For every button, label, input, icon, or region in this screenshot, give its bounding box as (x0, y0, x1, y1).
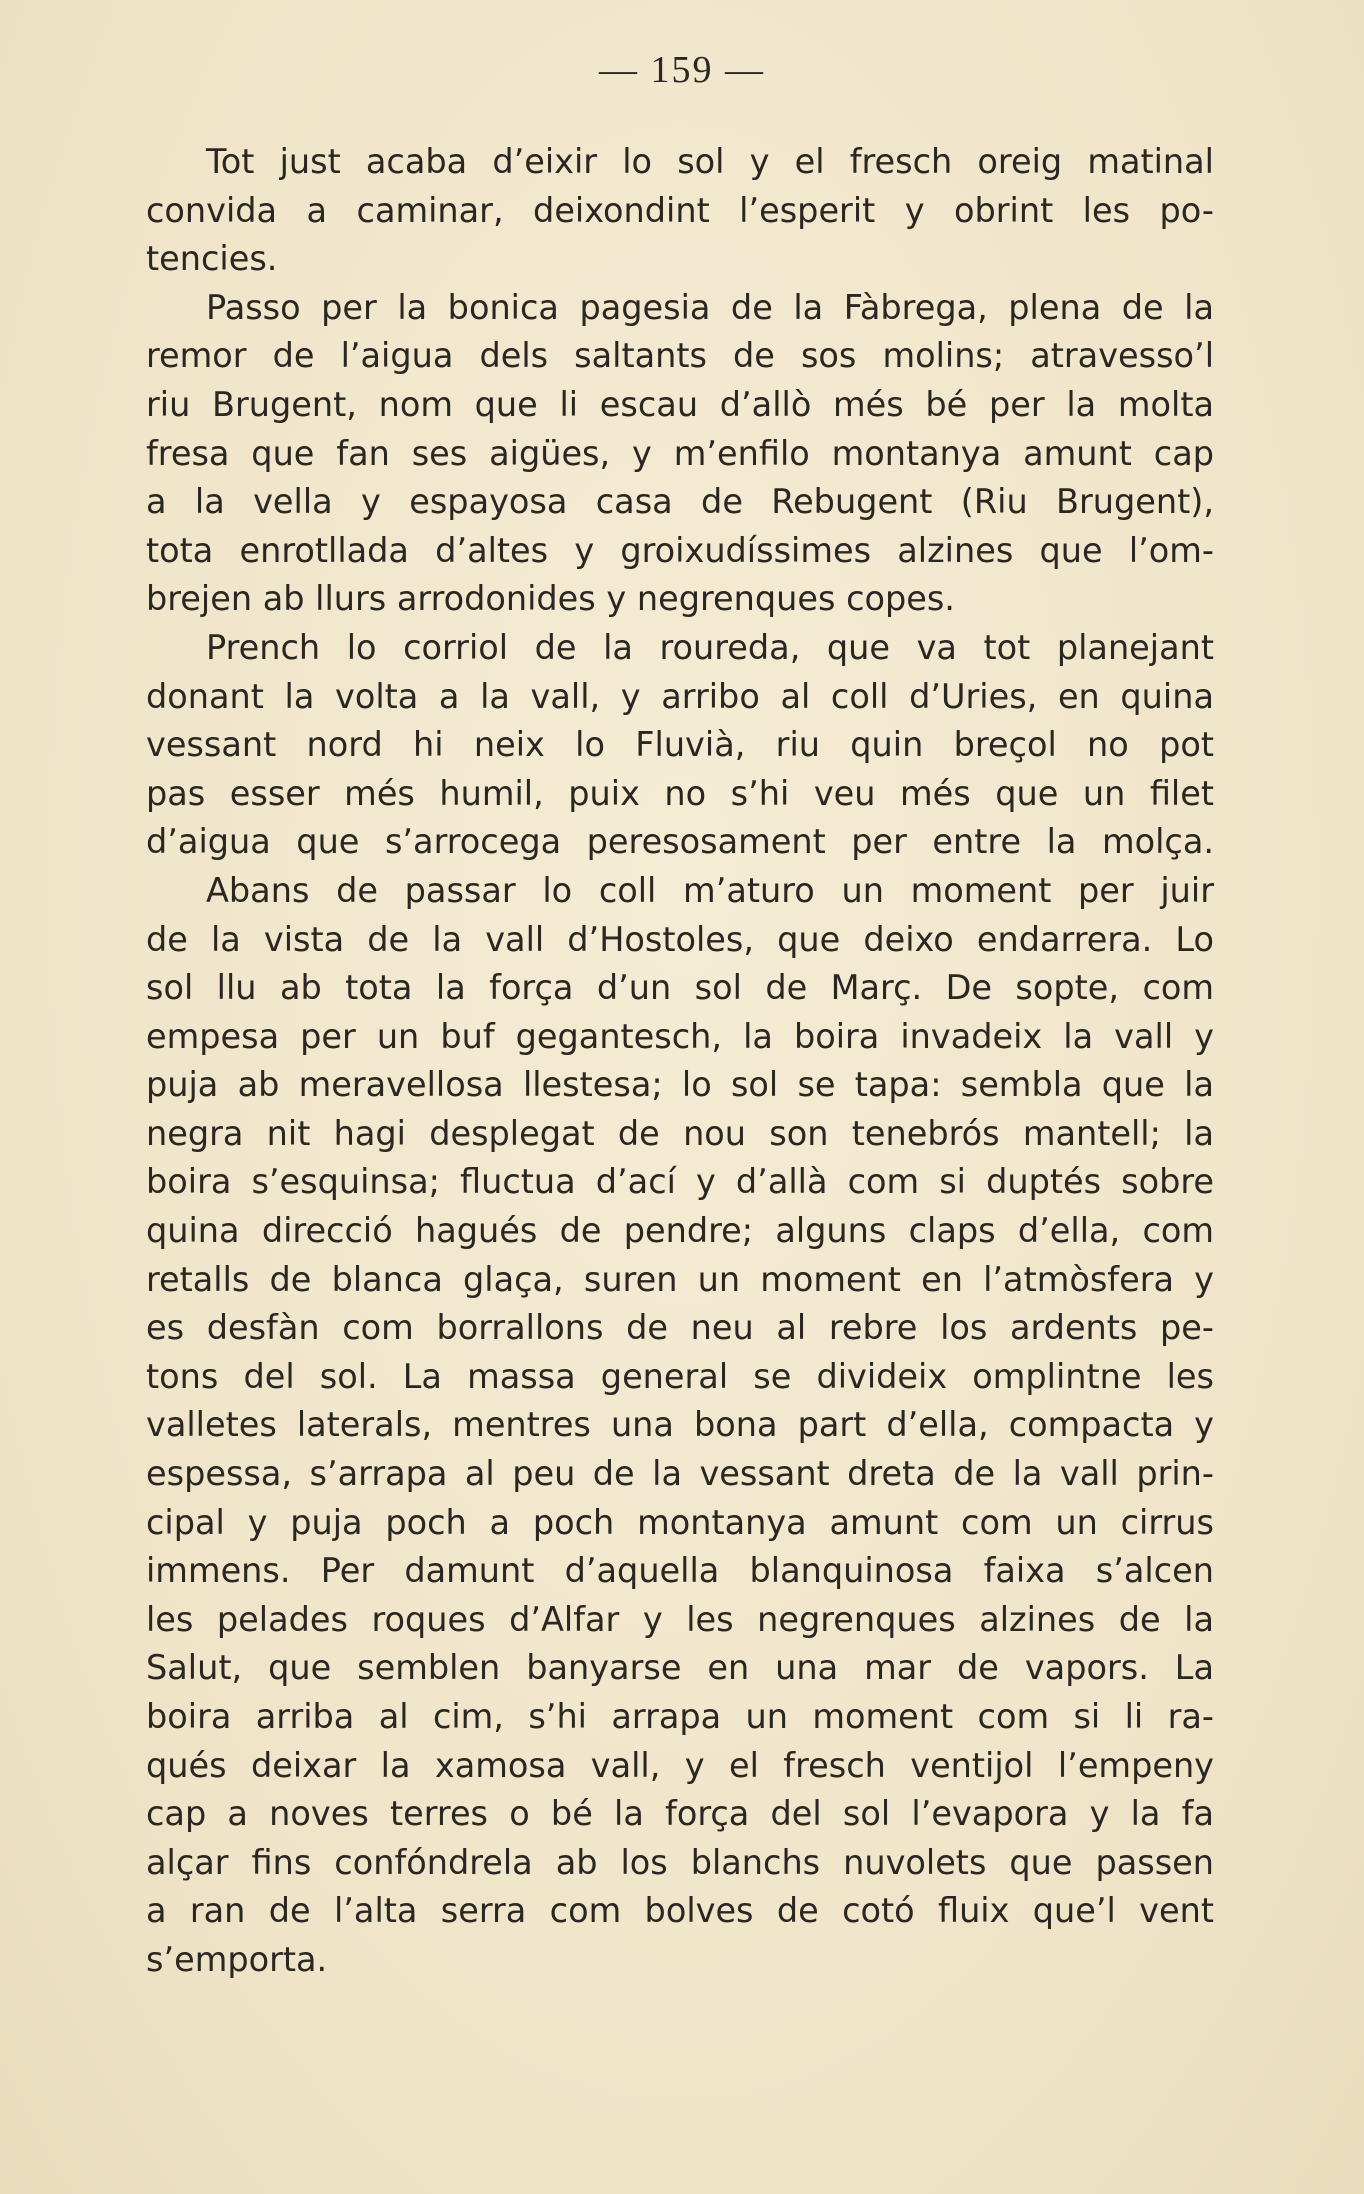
paragraph-2 (146, 284, 1214, 624)
text-line: boira s’esquinsa; fluctua d’ací y d’allà com si duptés sobre (146, 1162, 1214, 1202)
text-line: sol llu ab tota la força d’un sol de Març. De sopte, com (146, 968, 1214, 1008)
text-line: convida a caminar, deixondint l’esperit y obrint les po- (146, 190, 1214, 230)
text-line: d’aigua que s’arrocega peresosament per entre la molça. (146, 822, 1214, 862)
text-line: espessa, s’arrapa al peu de la vessant dreta de la vall prin- (146, 1454, 1214, 1494)
text-line: les pelades roques d’Alfar y les negrenques alzines de la (146, 1599, 1214, 1639)
text-line: valletes laterals, mentres una bona part d’ella, compacta y (146, 1405, 1214, 1445)
text-line: immens. Per damunt d’aquella blanquinosa faixa s’alcen (146, 1551, 1214, 1591)
text-line: Passo per la bonica pagesia de la Fàbrega, plena de la (206, 287, 1214, 327)
text-line: Salut, que semblen banyarse en una mar de vapors. La (146, 1648, 1214, 1688)
text-line: Abans de passar lo coll m’aturo un moment per juir (206, 870, 1214, 910)
text-line: empesa per un buf gegantesch, la boira invadeix la vall y (146, 1016, 1214, 1056)
text-line: remor de l’aigua dels saltants de sos molins; atravesso’l (146, 336, 1214, 376)
text-line: boira arriba al cim, s’hi arrapa un moment com si li ra- (146, 1697, 1214, 1736)
text-line: brejen ab llurs arrodonides y negrenques copes. (146, 579, 955, 619)
text-line: tons del sol. La massa general se divideix omplintne les (146, 1356, 1214, 1396)
text-line: a ran de l’alta serra com bolves de cotó fluix que’l vent (146, 1891, 1214, 1931)
text-line: Prench lo corriol de la roureda, que va tot planejant (206, 627, 1214, 667)
text-line: de la vista de la vall d’Hostoles, que deixo endarrera. Lo (146, 919, 1214, 959)
text-line: puja ab meravellosa llestesa; lo sol se tapa: sembla que la (146, 1065, 1214, 1105)
text-line: qués deixar la xamosa vall, y el fresch ventijol l’empeny (146, 1745, 1214, 1785)
paragraph-4 (146, 867, 1214, 1985)
text-line: Tot just acaba d’eixir lo sol y el fresch oreig matinal (206, 142, 1214, 181)
text-line: cap a noves terres o bé la força del sol l’evapora y la fa (146, 1794, 1214, 1834)
text-line: tencies. (146, 239, 278, 279)
text-line: alçar fins confóndrela ab los blanchs nuvolets que passen (146, 1842, 1214, 1882)
paragraph-3 (146, 624, 1214, 867)
text-line: es desfàn com borrallons de neu al rebre los ardents pe- (146, 1308, 1214, 1348)
text-line: cipal y puja poch a poch montanya amunt com un cirrus (146, 1502, 1214, 1542)
text-line: negra nit hagi desplegat de nou son tenebrós mantell; la (146, 1113, 1214, 1153)
text-line: riu Brugent, nom que li escau d’allò més bé per la molta (146, 384, 1214, 424)
text-line: quina direcció hagués de pendre; alguns claps d’ella, com (146, 1211, 1214, 1251)
body-text (146, 138, 1214, 1985)
paragraph-1 (146, 138, 1214, 284)
text-line: pas esser més humil, puix no s’hi veu més que un filet (146, 773, 1214, 813)
text-line: a la vella y espayosa casa de Rebugent (Riu Brugent), (146, 482, 1214, 522)
text-line: s’emporta. (146, 1939, 328, 1979)
text-line: tota enrotllada d’altes y groixudíssimes alzines que l’om- (146, 530, 1214, 570)
page-number: — 159 — (599, 49, 765, 91)
text-line: retalls de blanca glaça, suren un moment en l’atmòsfera y (146, 1259, 1214, 1299)
text-line: fresa que fan ses aigües, y m’enfilo montanya amunt cap (146, 433, 1214, 473)
text-line: donant la volta a la vall, y arribo al coll d’Uries, en quina (146, 676, 1214, 716)
text-line: vessant nord hi neix lo Fluvià, riu quin breçol no pot (146, 725, 1214, 765)
